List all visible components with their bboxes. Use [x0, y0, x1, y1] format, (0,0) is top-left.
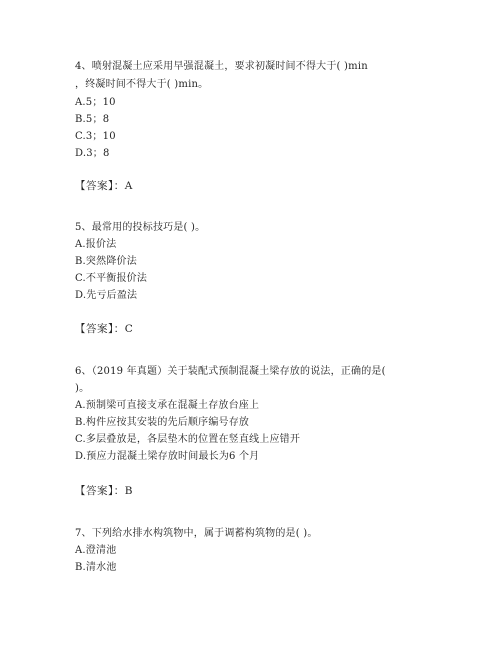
question-7-stem-line1: 7、下列给水排水构筑物中，属于调蓄构筑物的是( )。: [75, 528, 318, 539]
question-6-stem-line1: 6、（2019 年真题）关于装配式预制混凝土梁存放的说法，正确的是(: [75, 366, 386, 377]
question-6-stem-line2: )。: [75, 383, 90, 394]
question-5-option-b: B.突然降价法: [75, 256, 137, 267]
question-6-answer: 【答案】：B: [75, 485, 133, 497]
question-5-option-a: A.报价法: [75, 239, 117, 250]
question-4-option-a: A.5；10: [75, 97, 116, 108]
question-7-option-b: B.清水池: [75, 562, 117, 573]
question-5-answer: 【答案】：C: [75, 323, 134, 335]
question-4-option-b: B.5；8: [75, 114, 110, 125]
question-4-stem-line2: ，终凝时间不得大于( )min。: [75, 79, 209, 90]
question-6-option-b: B.构件应按其安装的先后顺序编号存放: [75, 417, 250, 428]
question-5-option-c: C.不平衡报价法: [75, 273, 148, 284]
question-6-option-a: A.预制梁可直接支承在混凝土存放台座上: [75, 400, 260, 411]
question-4-answer: 【答案】：A: [75, 180, 133, 192]
question-4-option-c: C.3；10: [75, 131, 116, 142]
question-6-option-c: C.多层叠放是，各层垫木的位置在竖直线上应错开: [75, 434, 301, 445]
question-6-option-d: D.预应力混凝土梁存放时间最长为6 个月: [75, 451, 260, 462]
question-5-option-d: D.先亏后盈法: [75, 290, 138, 301]
question-4-stem-line1: 4、喷射混凝土应采用早强混凝土，要求初凝时间不得大于( )min: [75, 61, 368, 72]
question-7-option-a: A.澄清池: [75, 545, 117, 556]
question-5-stem-line1: 5、最常用的投标技巧是( )。: [75, 222, 206, 233]
question-4-option-d: D.3；8: [75, 148, 110, 159]
